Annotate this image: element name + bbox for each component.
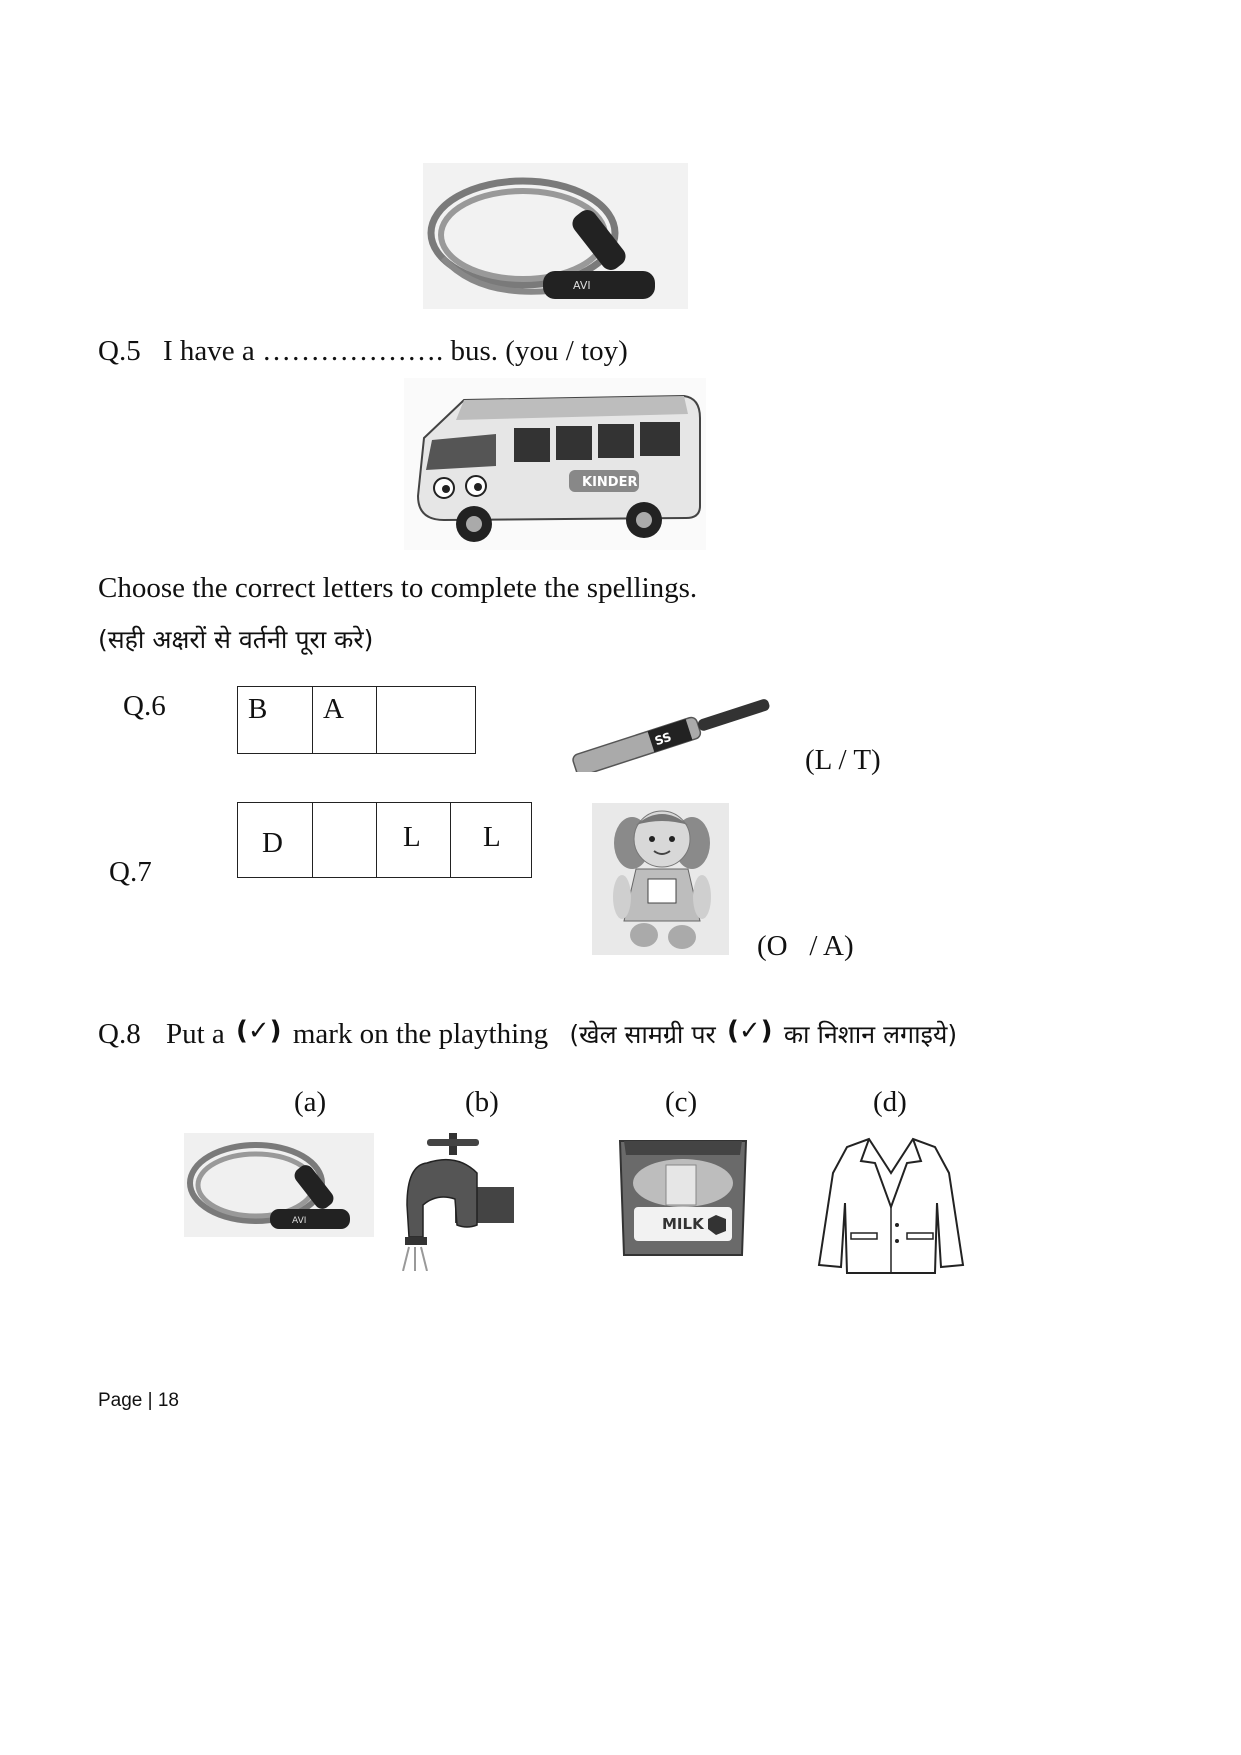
q7-options: (O / A) <box>757 930 854 962</box>
rag-doll-image <box>592 803 729 955</box>
q7-box-3: L <box>377 803 451 877</box>
q8-text-after: mark on the plaything <box>292 1018 549 1050</box>
instruction-english: Choose the correct letters to complete the spellings. <box>98 572 698 604</box>
q6-options: (L / T) <box>805 744 881 776</box>
q8-question <box>98 1016 957 1051</box>
svg-text:AVI: AVI <box>292 1216 307 1226</box>
option-c-milk-packet-image[interactable] <box>614 1133 752 1263</box>
svg-text:SS: SS <box>652 729 674 749</box>
check-mark-icon: (✓) <box>727 1016 773 1046</box>
q8-number: Q.8 <box>98 1018 141 1050</box>
q5-text: I have a ………………. bus. (you / toy) <box>163 335 628 367</box>
q7-box-1: D <box>238 803 313 877</box>
option-b-water-tap-image[interactable] <box>397 1133 514 1271</box>
q6-letter-boxes <box>237 686 476 754</box>
milk-label: MILK <box>662 1215 704 1233</box>
q7-number: Q.7 <box>109 856 152 888</box>
q8-text-before: Put a <box>165 1018 225 1050</box>
svg-text:AVI: AVI <box>573 279 591 292</box>
instruction-hindi: (सही अक्षरों से वर्तनी पूरा करे) <box>98 625 374 654</box>
q8-option-b-label: (b) <box>465 1086 499 1118</box>
option-d-blazer-image[interactable] <box>817 1133 966 1275</box>
skipping-rope-image <box>423 163 688 309</box>
q7-box-4: L <box>483 821 501 853</box>
q6-box-1: B <box>238 687 313 753</box>
q5-number: Q.5 <box>98 335 141 367</box>
q8-option-c-label: (c) <box>665 1086 698 1118</box>
page-number: Page | 18 <box>98 1390 180 1411</box>
q7-letter-boxes <box>237 802 532 878</box>
option-a-skipping-rope-image[interactable] <box>184 1133 374 1237</box>
q8-hindi-after: का निशान लगाइये) <box>783 1020 958 1049</box>
q6-number: Q.6 <box>123 690 166 722</box>
cricket-bat-image <box>564 686 778 772</box>
q8-option-a-label: (a) <box>294 1086 327 1118</box>
q7-box-2[interactable] <box>313 803 377 877</box>
q8-hindi-before: (खेल सामग्री पर <box>569 1020 716 1049</box>
check-mark-icon: (✓) <box>236 1016 282 1046</box>
q8-option-d-label: (d) <box>873 1086 907 1118</box>
q6-box-3[interactable] <box>377 687 475 753</box>
q6-box-2: A <box>313 687 377 753</box>
toy-bus-image <box>404 378 706 550</box>
svg-text:KINDER: KINDER <box>582 475 638 490</box>
